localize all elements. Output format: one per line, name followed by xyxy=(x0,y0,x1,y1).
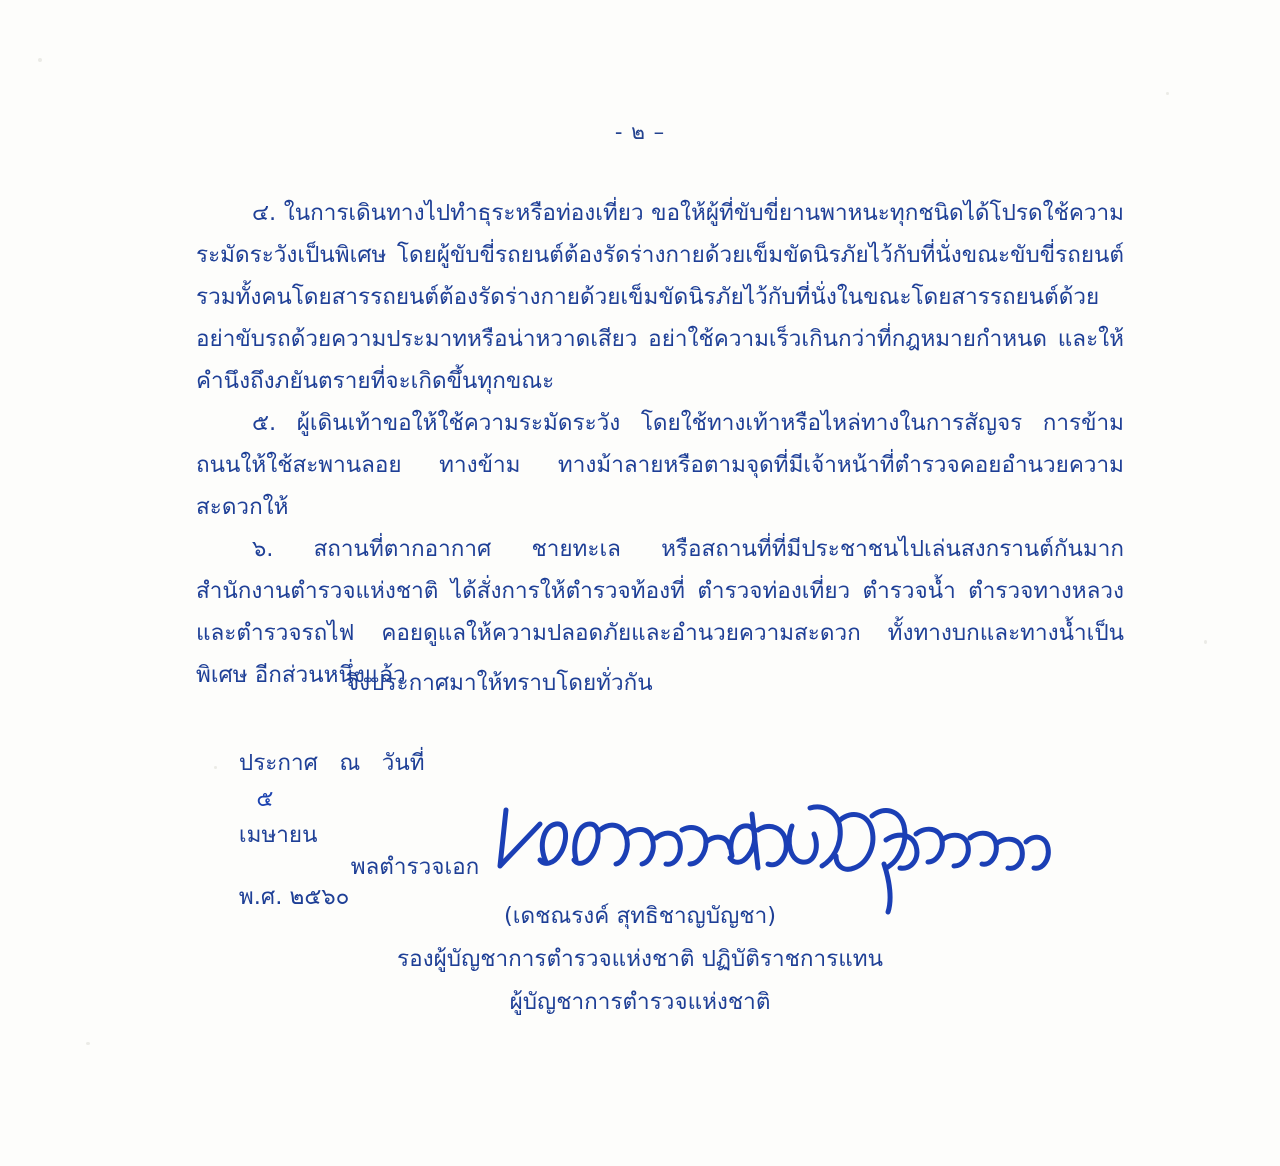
paper-speck xyxy=(1204,640,1207,644)
paper-speck xyxy=(38,58,42,62)
closing-statement xyxy=(196,662,1124,704)
paper-speck xyxy=(1166,92,1169,95)
paragraph-6: ๖. สถานที่ตากอากาศ ชายทะเล หรือสถานที่ที่มีประชาชนไปเล่นสงกรานต์กันมาก สำนักงานตำรวจแห่งชาติ ได้สั่งการให้ตำรวจท้องที่ ตำรวจท่องเที่ยว ตำรวจน้ำ ตำรวจทางหลวง และตำรวจรถไฟ คอยดูแลให้ความปลอดภัยและอำนวยความสะดวก ทั้งทางบกและทางน้ำเป็นพิเศษ อีกส่วนหนึ่งแล้ว xyxy=(196,536,1124,688)
paper-speck xyxy=(86,1042,90,1045)
signer-position-line-2: ผู้บัญชาการตำรวจแห่งชาติ xyxy=(509,989,771,1015)
signer-position-line-1: รองผู้บัญชาการตำรวจแห่งชาติ ปฏิบัติราชการแทน xyxy=(397,946,883,972)
closing-line: จึงประกาศมาให้ทราบโดยทั่วกัน xyxy=(346,670,653,696)
dateline-day: ๕ xyxy=(256,786,274,812)
paragraph-4: ๔. ในการเดินทางไปทำธุระหรือท่องเที่ยว ขอให้ผู้ที่ขับขี่ยานพาหนะทุกชนิดได้โปรดใช้ความระมัดระวังเป็นพิเศษ โดยผู้ขับขี่รถยนต์ต้องรัดร่างกายด้วยเข็มขัดนิรภัยไว้กับที่นั่งขณะขับขี่รถยนต์ รวมทั้งคนโดยสารรถยนต์ต้องรัดร่างกายด้วยเข็มขัดนิรภัยไว้กับที่นั่งในขณะโดยสารรถยนต์ด้วย อย่าขับรถด้วยความประมาทหรือน่าหวาดเสียว อย่าใช้ความเร็วเกินกว่าที่กฎหมายกำหนด และให้คำนึงถึงภยันตรายที่จะเกิดขึ้นทุกขณะ xyxy=(196,200,1124,394)
dateline-month: เมษายน xyxy=(238,822,318,848)
signer-name: (เดชณรงค์ สุทธิชาญบัญชา) xyxy=(503,903,776,929)
signer-rank: พลตำรวจเอก xyxy=(350,854,480,880)
dateline-prefix: ประกาศ ณ วันที่ xyxy=(238,750,425,776)
paragraph-5: ๕. ผู้เดินเท้าขอให้ใช้ความระมัดระวัง โดยใช้ทางเท้าหรือไหล่ทางในการสัญจร การข้ามถนนให้ใช้สะพานลอย ทางข้าม ทางม้าลายหรือตามจุดที่มีเจ้าหน้าที่ตำรวจคอยอำนวยความสะดวกให้ xyxy=(196,410,1124,520)
page-number: - ๒ – xyxy=(614,120,666,144)
signer-rank-row xyxy=(0,848,1280,884)
document-body xyxy=(196,192,1124,696)
dateline-year: พ.ศ. ๒๕๖๐ xyxy=(238,884,350,910)
signer-block xyxy=(0,895,1280,1024)
